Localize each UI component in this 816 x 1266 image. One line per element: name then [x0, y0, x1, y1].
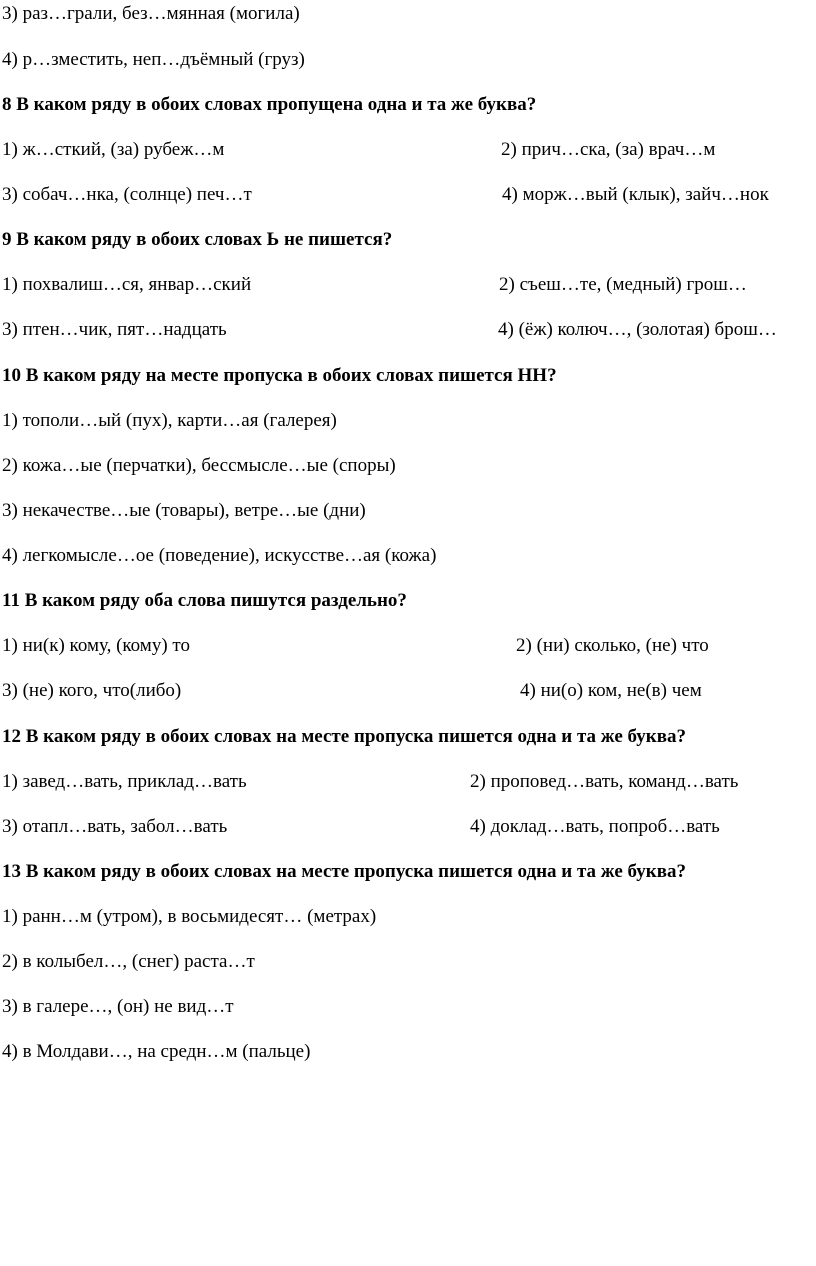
answer-option: 4) (ёж) колюч…, (золотая) брош… — [498, 319, 777, 340]
answer-option: 2) кожа…ые (перчатки), бессмысле…ые (споры) — [2, 455, 396, 476]
answer-option: 4) легкомысле…ое (поведение), искусстве…ая (кожа) — [2, 545, 437, 566]
answer-option: 2) прич…ска, (за) врач…м — [501, 139, 716, 160]
answer-line — [2, 319, 777, 341]
answer-line — [2, 274, 747, 296]
answer-line — [2, 635, 709, 657]
answer-line — [2, 1041, 310, 1063]
answer-option: 4) морж…вый (клык), зайч…нок — [502, 184, 769, 205]
question-heading: 11 В каком ряду оба слова пишутся раздельно? — [2, 590, 407, 611]
answer-option: 3) отапл…вать, забол…вать — [2, 816, 228, 837]
answer-line — [2, 680, 702, 702]
answer-option: 3) (не) кого, что(либо) — [2, 680, 182, 701]
question-heading: 12 В каком ряду в обоих словах на месте пропуска пишется одна и та же буква? — [2, 726, 686, 747]
answer-line — [2, 455, 396, 477]
answer-line — [2, 996, 234, 1018]
answer-line — [2, 3, 300, 25]
answer-line — [2, 951, 255, 973]
question-heading: 8 В каком ряду в обоих словах пропущена одна и та же буква? — [2, 94, 537, 115]
answer-option: 1) тополи…ый (пух), карти…ая (галерея) — [2, 410, 337, 431]
question-heading: 9 В каком ряду в обоих словах Ь не пишется? — [2, 229, 393, 250]
answer-line — [2, 906, 376, 928]
answer-option: 3) собач…нка, (солнце) печ…т — [2, 184, 252, 205]
answer-option: 4) р…зместить, неп…дъёмный (груз) — [2, 49, 305, 70]
answer-option: 1) ж…сткий, (за) рубеж…м — [2, 139, 225, 160]
answer-option: 3) некачестве…ые (товары), ветре…ые (дни) — [2, 500, 366, 521]
answer-option: 1) ни(к) кому, (кому) то — [2, 635, 190, 656]
answer-option: 1) завед…вать, приклад…вать — [2, 771, 247, 792]
answer-option: 1) похвалиш…ся, январ…ский — [2, 274, 252, 295]
answer-option: 4) ни(о) ком, не(в) чем — [520, 680, 702, 701]
answer-option: 3) раз…грали, без…мянная (могила) — [2, 3, 300, 24]
answer-option: 3) птен…чик, пят…надцать — [2, 319, 227, 340]
answer-option: 4) доклад…вать, попроб…вать — [470, 816, 720, 837]
answer-line — [2, 410, 337, 432]
question-heading: 10 В каком ряду на месте пропуска в обоих словах пишется НН? — [2, 365, 557, 386]
answer-option: 4) в Молдави…, на средн…м (пальце) — [2, 1041, 311, 1062]
answer-option: 3) в галере…, (он) не вид…т — [2, 996, 234, 1017]
answer-line — [2, 545, 436, 567]
answer-option: 2) в колыбел…, (снег) раста…т — [2, 951, 255, 972]
answer-option: 2) съеш…те, (медный) грош… — [499, 274, 747, 295]
answer-line — [2, 184, 769, 206]
answer-option: 1) ранн…м (утром), в восьмидесят… (метрах) — [2, 906, 377, 927]
answer-option: 2) проповед…вать, команд…вать — [470, 771, 739, 792]
answer-line — [2, 500, 366, 522]
answer-line — [2, 771, 739, 793]
question-heading: 13 В каком ряду в обоих словах на месте пропуска пишется одна и та же буква? — [2, 861, 686, 882]
answer-option: 2) (ни) сколько, (не) что — [516, 635, 709, 656]
answer-line — [2, 816, 720, 838]
answer-line — [2, 49, 305, 71]
answer-line — [2, 139, 716, 161]
